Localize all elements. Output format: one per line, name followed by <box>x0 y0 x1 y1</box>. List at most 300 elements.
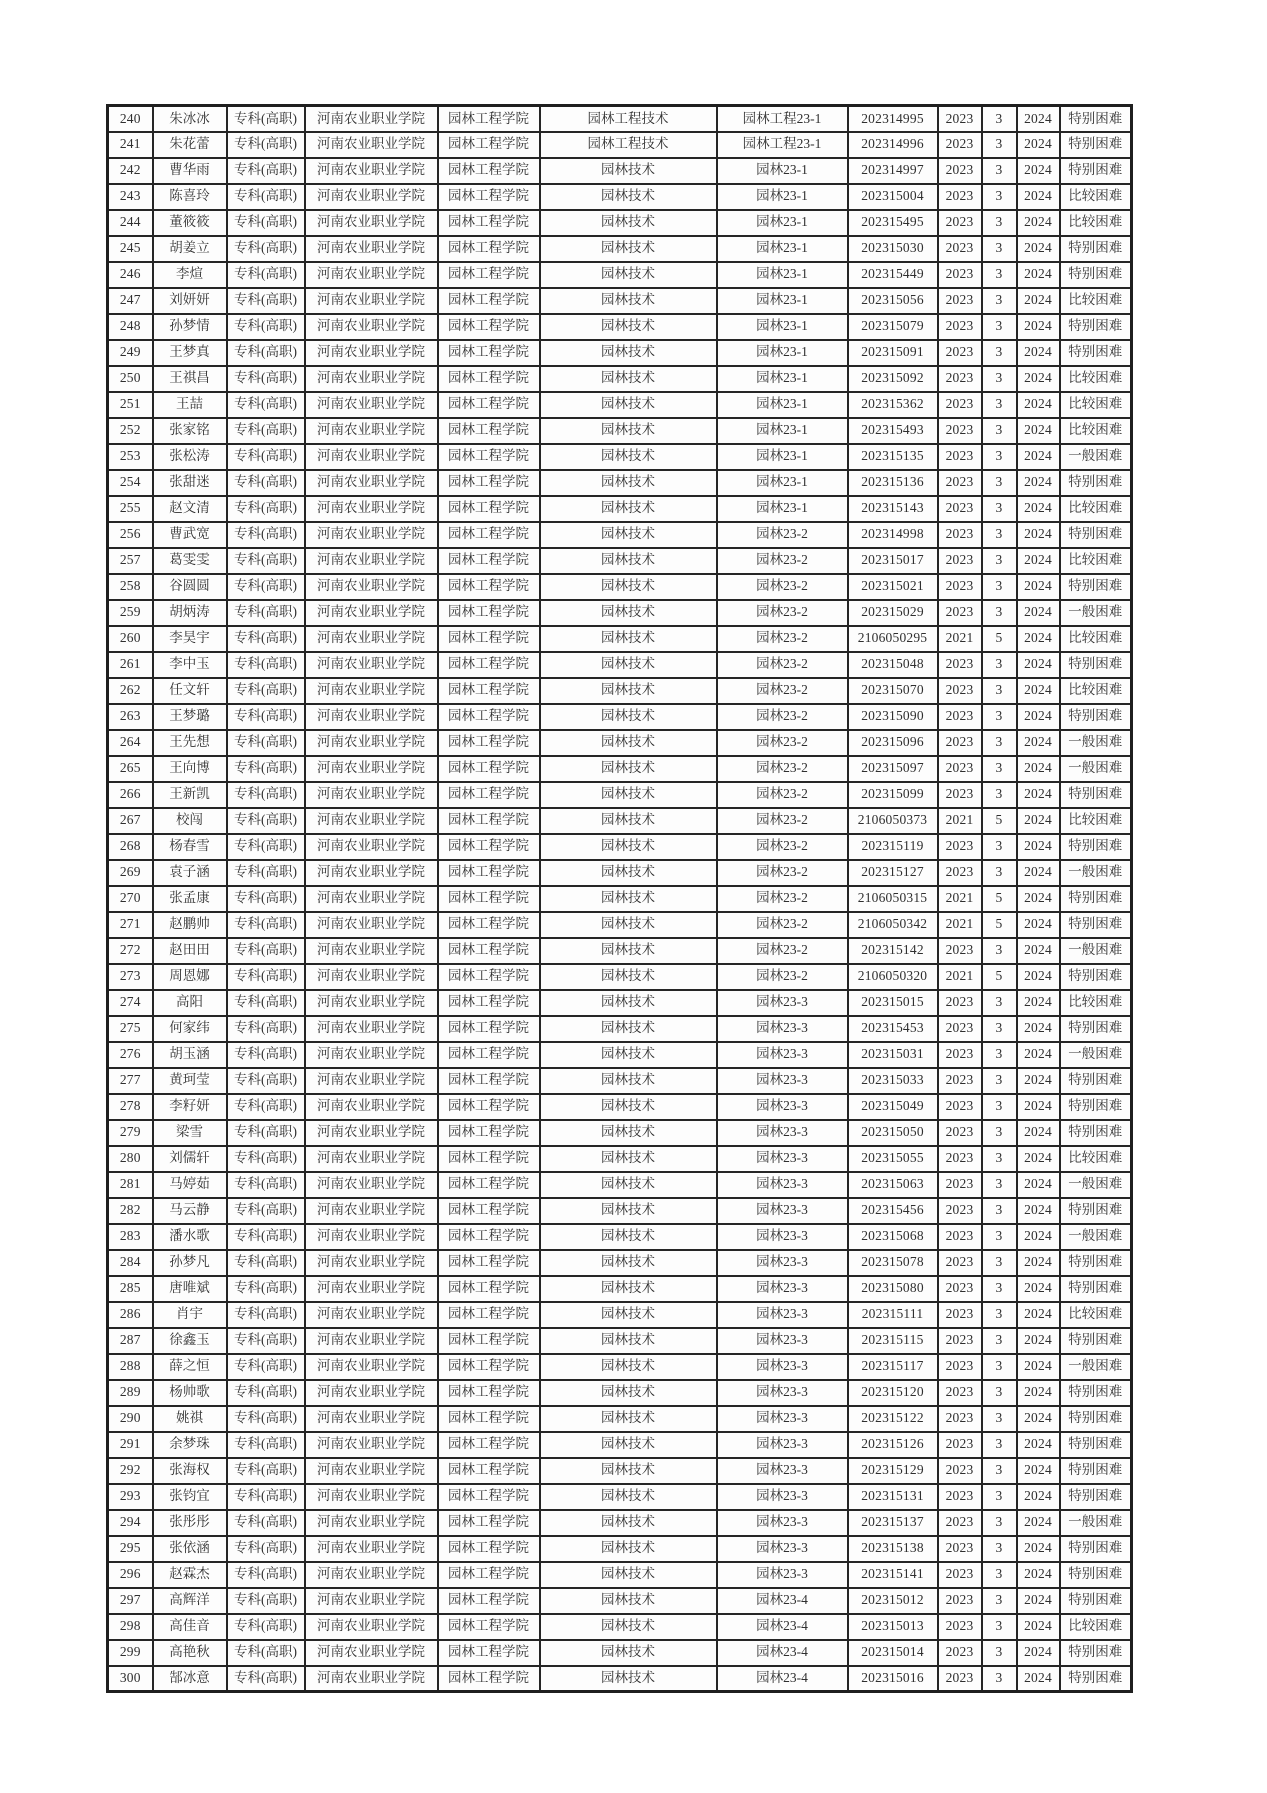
cell-difficulty-level: 比较困难 <box>1060 626 1132 652</box>
table-row <box>108 1666 1132 1692</box>
cell-study-duration: 3 <box>982 444 1017 470</box>
cell-enrollment-year: 2023 <box>938 1250 982 1276</box>
table-row <box>108 678 1132 704</box>
cell-college-name: 园林工程学院 <box>438 886 540 912</box>
cell-student-name: 张钧宜 <box>153 1484 227 1510</box>
cell-study-duration: 3 <box>982 1042 1017 1068</box>
cell-row-number: 265 <box>108 756 153 782</box>
cell-difficulty-level: 特别困难 <box>1060 886 1132 912</box>
cell-school-name: 河南农业职业学院 <box>305 1068 438 1094</box>
cell-study-duration: 3 <box>982 1614 1017 1640</box>
cell-school-name: 河南农业职业学院 <box>305 782 438 808</box>
cell-study-duration: 3 <box>982 1302 1017 1328</box>
cell-student-id: 202315017 <box>848 548 938 574</box>
cell-aid-year: 2024 <box>1017 418 1060 444</box>
cell-student-name: 肖宇 <box>153 1302 227 1328</box>
cell-aid-year: 2024 <box>1017 132 1060 158</box>
cell-college-name: 园林工程学院 <box>438 1198 540 1224</box>
cell-school-name: 河南农业职业学院 <box>305 678 438 704</box>
cell-study-duration: 3 <box>982 704 1017 730</box>
cell-study-duration: 5 <box>982 912 1017 938</box>
table-row <box>108 808 1132 834</box>
cell-college-name: 园林工程学院 <box>438 1302 540 1328</box>
cell-student-name: 黄珂莹 <box>153 1068 227 1094</box>
cell-major-name: 园林技术 <box>540 964 717 990</box>
cell-difficulty-level: 特别困难 <box>1060 132 1132 158</box>
cell-aid-year: 2024 <box>1017 678 1060 704</box>
cell-class-name: 园林23-3 <box>717 1172 848 1198</box>
cell-class-name: 园林23-4 <box>717 1588 848 1614</box>
cell-student-id: 202315030 <box>848 236 938 262</box>
cell-school-name: 河南农业职业学院 <box>305 1042 438 1068</box>
cell-college-name: 园林工程学院 <box>438 1640 540 1666</box>
cell-school-name: 河南农业职业学院 <box>305 1458 438 1484</box>
cell-education-level: 专科(高职) <box>227 1016 305 1042</box>
cell-difficulty-level: 比较困难 <box>1060 496 1132 522</box>
cell-study-duration: 3 <box>982 158 1017 184</box>
cell-education-level: 专科(高职) <box>227 1250 305 1276</box>
cell-school-name: 河南农业职业学院 <box>305 1666 438 1692</box>
cell-student-name: 王喆 <box>153 392 227 418</box>
cell-enrollment-year: 2023 <box>938 522 982 548</box>
cell-major-name: 园林技术 <box>540 210 717 236</box>
cell-enrollment-year: 2023 <box>938 1588 982 1614</box>
cell-college-name: 园林工程学院 <box>438 522 540 548</box>
cell-college-name: 园林工程学院 <box>438 1276 540 1302</box>
table-row <box>108 1432 1132 1458</box>
cell-student-name: 王梦真 <box>153 340 227 366</box>
cell-major-name: 园林技术 <box>540 886 717 912</box>
cell-student-name: 王向博 <box>153 756 227 782</box>
cell-aid-year: 2024 <box>1017 366 1060 392</box>
table-row <box>108 1614 1132 1640</box>
cell-enrollment-year: 2023 <box>938 1432 982 1458</box>
cell-row-number: 246 <box>108 262 153 288</box>
cell-row-number: 262 <box>108 678 153 704</box>
cell-study-duration: 3 <box>982 1510 1017 1536</box>
cell-study-duration: 3 <box>982 834 1017 860</box>
cell-college-name: 园林工程学院 <box>438 964 540 990</box>
cell-enrollment-year: 2023 <box>938 704 982 730</box>
cell-education-level: 专科(高职) <box>227 1328 305 1354</box>
cell-row-number: 242 <box>108 158 153 184</box>
table-row <box>108 1198 1132 1224</box>
cell-student-id: 202315362 <box>848 392 938 418</box>
cell-class-name: 园林23-1 <box>717 418 848 444</box>
cell-enrollment-year: 2023 <box>938 1146 982 1172</box>
cell-school-name: 河南农业职业学院 <box>305 990 438 1016</box>
cell-college-name: 园林工程学院 <box>438 600 540 626</box>
cell-college-name: 园林工程学院 <box>438 210 540 236</box>
table-row <box>108 834 1132 860</box>
cell-row-number: 285 <box>108 1276 153 1302</box>
cell-row-number: 276 <box>108 1042 153 1068</box>
cell-major-name: 园林技术 <box>540 1666 717 1692</box>
cell-difficulty-level: 一般困难 <box>1060 600 1132 626</box>
cell-row-number: 272 <box>108 938 153 964</box>
cell-enrollment-year: 2023 <box>938 1328 982 1354</box>
cell-major-name: 园林技术 <box>540 1640 717 1666</box>
cell-enrollment-year: 2021 <box>938 912 982 938</box>
cell-major-name: 园林技术 <box>540 158 717 184</box>
cell-row-number: 266 <box>108 782 153 808</box>
cell-study-duration: 3 <box>982 782 1017 808</box>
cell-school-name: 河南农业职业学院 <box>305 158 438 184</box>
cell-education-level: 专科(高职) <box>227 1276 305 1302</box>
cell-school-name: 河南农业职业学院 <box>305 184 438 210</box>
cell-aid-year: 2024 <box>1017 1406 1060 1432</box>
cell-class-name: 园林23-4 <box>717 1666 848 1692</box>
cell-student-id: 202314996 <box>848 132 938 158</box>
cell-class-name: 园林23-3 <box>717 1016 848 1042</box>
cell-student-id: 202315111 <box>848 1302 938 1328</box>
cell-education-level: 专科(高职) <box>227 366 305 392</box>
cell-aid-year: 2024 <box>1017 288 1060 314</box>
cell-school-name: 河南农业职业学院 <box>305 262 438 288</box>
cell-major-name: 园林技术 <box>540 470 717 496</box>
cell-student-id: 2106050342 <box>848 912 938 938</box>
cell-college-name: 园林工程学院 <box>438 1406 540 1432</box>
cell-class-name: 园林23-2 <box>717 912 848 938</box>
cell-class-name: 园林23-1 <box>717 158 848 184</box>
cell-difficulty-level: 比较困难 <box>1060 990 1132 1016</box>
cell-school-name: 河南农业职业学院 <box>305 626 438 652</box>
table-row <box>108 1172 1132 1198</box>
cell-college-name: 园林工程学院 <box>438 1146 540 1172</box>
cell-major-name: 园林技术 <box>540 1302 717 1328</box>
cell-school-name: 河南农业职业学院 <box>305 1250 438 1276</box>
cell-aid-year: 2024 <box>1017 808 1060 834</box>
cell-row-number: 250 <box>108 366 153 392</box>
cell-row-number: 295 <box>108 1536 153 1562</box>
cell-study-duration: 3 <box>982 600 1017 626</box>
table-row <box>108 262 1132 288</box>
cell-student-name: 高艳秋 <box>153 1640 227 1666</box>
cell-major-name: 园林技术 <box>540 1458 717 1484</box>
cell-major-name: 园林技术 <box>540 1068 717 1094</box>
cell-study-duration: 3 <box>982 1354 1017 1380</box>
cell-enrollment-year: 2023 <box>938 1640 982 1666</box>
table-row <box>108 938 1132 964</box>
cell-education-level: 专科(高职) <box>227 496 305 522</box>
cell-school-name: 河南农业职业学院 <box>305 288 438 314</box>
cell-study-duration: 3 <box>982 860 1017 886</box>
cell-education-level: 专科(高职) <box>227 1380 305 1406</box>
cell-row-number: 259 <box>108 600 153 626</box>
cell-row-number: 268 <box>108 834 153 860</box>
cell-study-duration: 3 <box>982 574 1017 600</box>
cell-study-duration: 3 <box>982 1458 1017 1484</box>
cell-student-name: 马云静 <box>153 1198 227 1224</box>
cell-school-name: 河南农业职业学院 <box>305 522 438 548</box>
cell-student-name: 马婷茹 <box>153 1172 227 1198</box>
cell-enrollment-year: 2021 <box>938 626 982 652</box>
cell-aid-year: 2024 <box>1017 1172 1060 1198</box>
cell-education-level: 专科(高职) <box>227 1406 305 1432</box>
cell-student-name: 刘妍妍 <box>153 288 227 314</box>
cell-student-name: 薛之恒 <box>153 1354 227 1380</box>
table-row <box>108 1094 1132 1120</box>
cell-study-duration: 3 <box>982 132 1017 158</box>
cell-school-name: 河南农业职业学院 <box>305 1146 438 1172</box>
cell-school-name: 河南农业职业学院 <box>305 236 438 262</box>
cell-class-name: 园林23-1 <box>717 444 848 470</box>
cell-college-name: 园林工程学院 <box>438 1328 540 1354</box>
cell-study-duration: 3 <box>982 340 1017 366</box>
cell-major-name: 园林技术 <box>540 1614 717 1640</box>
cell-enrollment-year: 2023 <box>938 1484 982 1510</box>
table-row <box>108 1380 1132 1406</box>
cell-education-level: 专科(高职) <box>227 418 305 444</box>
cell-college-name: 园林工程学院 <box>438 834 540 860</box>
cell-student-id: 202315063 <box>848 1172 938 1198</box>
cell-difficulty-level: 特别困难 <box>1060 262 1132 288</box>
cell-college-name: 园林工程学院 <box>438 912 540 938</box>
cell-major-name: 园林技术 <box>540 1432 717 1458</box>
cell-enrollment-year: 2023 <box>938 262 982 288</box>
cell-student-name: 曹华雨 <box>153 158 227 184</box>
cell-aid-year: 2024 <box>1017 1666 1060 1692</box>
cell-school-name: 河南农业职业学院 <box>305 1406 438 1432</box>
cell-education-level: 专科(高职) <box>227 236 305 262</box>
cell-student-name: 周恩娜 <box>153 964 227 990</box>
cell-education-level: 专科(高职) <box>227 548 305 574</box>
cell-major-name: 园林工程技术 <box>540 132 717 158</box>
cell-student-name: 徐鑫玉 <box>153 1328 227 1354</box>
cell-class-name: 园林23-2 <box>717 704 848 730</box>
table-row <box>108 1146 1132 1172</box>
cell-education-level: 专科(高职) <box>227 1614 305 1640</box>
cell-student-id: 202315012 <box>848 1588 938 1614</box>
cell-major-name: 园林技术 <box>540 704 717 730</box>
cell-study-duration: 3 <box>982 1094 1017 1120</box>
cell-college-name: 园林工程学院 <box>438 1510 540 1536</box>
cell-school-name: 河南农业职业学院 <box>305 730 438 756</box>
cell-difficulty-level: 特别困难 <box>1060 470 1132 496</box>
cell-enrollment-year: 2023 <box>938 340 982 366</box>
cell-student-name: 杨春雪 <box>153 834 227 860</box>
cell-student-id: 202315056 <box>848 288 938 314</box>
cell-enrollment-year: 2023 <box>938 678 982 704</box>
cell-student-name: 李煊 <box>153 262 227 288</box>
cell-aid-year: 2024 <box>1017 574 1060 600</box>
cell-difficulty-level: 特别困难 <box>1060 1406 1132 1432</box>
cell-row-number: 243 <box>108 184 153 210</box>
cell-class-name: 园林工程23-1 <box>717 106 848 132</box>
cell-student-name: 曹武宽 <box>153 522 227 548</box>
cell-aid-year: 2024 <box>1017 1354 1060 1380</box>
cell-difficulty-level: 特别困难 <box>1060 522 1132 548</box>
table-row <box>108 886 1132 912</box>
cell-class-name: 园林23-3 <box>717 1302 848 1328</box>
cell-aid-year: 2024 <box>1017 1588 1060 1614</box>
cell-difficulty-level: 一般困难 <box>1060 860 1132 886</box>
cell-student-id: 202315096 <box>848 730 938 756</box>
cell-class-name: 园林23-3 <box>717 1562 848 1588</box>
cell-row-number: 284 <box>108 1250 153 1276</box>
cell-enrollment-year: 2023 <box>938 1068 982 1094</box>
cell-student-id: 202315099 <box>848 782 938 808</box>
cell-class-name: 园林23-3 <box>717 1120 848 1146</box>
cell-student-name: 赵文清 <box>153 496 227 522</box>
cell-aid-year: 2024 <box>1017 1094 1060 1120</box>
cell-school-name: 河南农业职业学院 <box>305 1328 438 1354</box>
cell-education-level: 专科(高职) <box>227 106 305 132</box>
table-row <box>108 782 1132 808</box>
cell-school-name: 河南农业职业学院 <box>305 964 438 990</box>
cell-class-name: 园林23-1 <box>717 184 848 210</box>
cell-enrollment-year: 2023 <box>938 574 982 600</box>
cell-row-number: 257 <box>108 548 153 574</box>
cell-college-name: 园林工程学院 <box>438 548 540 574</box>
cell-study-duration: 3 <box>982 1562 1017 1588</box>
cell-school-name: 河南农业职业学院 <box>305 1094 438 1120</box>
cell-college-name: 园林工程学院 <box>438 1380 540 1406</box>
cell-class-name: 园林23-1 <box>717 340 848 366</box>
cell-class-name: 园林23-3 <box>717 1328 848 1354</box>
cell-student-name: 王梦璐 <box>153 704 227 730</box>
cell-student-id: 202315048 <box>848 652 938 678</box>
cell-student-name: 高阳 <box>153 990 227 1016</box>
cell-school-name: 河南农业职业学院 <box>305 1536 438 1562</box>
table-row <box>108 132 1132 158</box>
cell-study-duration: 3 <box>982 522 1017 548</box>
cell-class-name: 园林23-3 <box>717 1380 848 1406</box>
cell-education-level: 专科(高职) <box>227 756 305 782</box>
cell-education-level: 专科(高职) <box>227 262 305 288</box>
cell-row-number: 292 <box>108 1458 153 1484</box>
cell-education-level: 专科(高职) <box>227 574 305 600</box>
cell-education-level: 专科(高职) <box>227 1120 305 1146</box>
cell-student-name: 孙梦情 <box>153 314 227 340</box>
cell-difficulty-level: 比较困难 <box>1060 288 1132 314</box>
cell-study-duration: 3 <box>982 366 1017 392</box>
cell-difficulty-level: 特别困难 <box>1060 106 1132 132</box>
cell-college-name: 园林工程学院 <box>438 496 540 522</box>
cell-aid-year: 2024 <box>1017 1484 1060 1510</box>
table-row <box>108 1536 1132 1562</box>
cell-class-name: 园林23-1 <box>717 470 848 496</box>
cell-education-level: 专科(高职) <box>227 1172 305 1198</box>
table-row <box>108 158 1132 184</box>
cell-row-number: 287 <box>108 1328 153 1354</box>
cell-student-id: 202315004 <box>848 184 938 210</box>
cell-row-number: 240 <box>108 106 153 132</box>
cell-enrollment-year: 2023 <box>938 652 982 678</box>
cell-student-id: 202315453 <box>848 1016 938 1042</box>
cell-education-level: 专科(高职) <box>227 1640 305 1666</box>
cell-student-name: 谷圆圆 <box>153 574 227 600</box>
cell-major-name: 园林技术 <box>540 600 717 626</box>
cell-college-name: 园林工程学院 <box>438 1614 540 1640</box>
cell-aid-year: 2024 <box>1017 548 1060 574</box>
cell-education-level: 专科(高职) <box>227 392 305 418</box>
cell-difficulty-level: 特别困难 <box>1060 1484 1132 1510</box>
cell-difficulty-level: 特别困难 <box>1060 834 1132 860</box>
cell-row-number: 247 <box>108 288 153 314</box>
table-row <box>108 1458 1132 1484</box>
cell-aid-year: 2024 <box>1017 1250 1060 1276</box>
cell-enrollment-year: 2023 <box>938 158 982 184</box>
cell-aid-year: 2024 <box>1017 990 1060 1016</box>
cell-difficulty-level: 比较困难 <box>1060 418 1132 444</box>
cell-student-id: 202315135 <box>848 444 938 470</box>
cell-student-id: 202315137 <box>848 1510 938 1536</box>
cell-major-name: 园林技术 <box>540 1328 717 1354</box>
cell-class-name: 园林23-1 <box>717 366 848 392</box>
table-row <box>108 106 1132 132</box>
cell-row-number: 293 <box>108 1484 153 1510</box>
cell-difficulty-level: 特别困难 <box>1060 1562 1132 1588</box>
table-row <box>108 1276 1132 1302</box>
cell-row-number: 296 <box>108 1562 153 1588</box>
cell-student-id: 202314998 <box>848 522 938 548</box>
cell-study-duration: 3 <box>982 288 1017 314</box>
cell-major-name: 园林技术 <box>540 314 717 340</box>
cell-student-id: 202315495 <box>848 210 938 236</box>
table-row <box>108 1562 1132 1588</box>
cell-student-id: 202315029 <box>848 600 938 626</box>
cell-difficulty-level: 一般困难 <box>1060 1224 1132 1250</box>
cell-education-level: 专科(高职) <box>227 1224 305 1250</box>
table-row <box>108 366 1132 392</box>
cell-student-name: 高辉洋 <box>153 1588 227 1614</box>
cell-student-name: 王祺昌 <box>153 366 227 392</box>
cell-difficulty-level: 比较困难 <box>1060 210 1132 236</box>
cell-class-name: 园林23-3 <box>717 1146 848 1172</box>
cell-class-name: 园林23-2 <box>717 548 848 574</box>
cell-student-id: 202314997 <box>848 158 938 184</box>
cell-education-level: 专科(高职) <box>227 1510 305 1536</box>
cell-study-duration: 3 <box>982 418 1017 444</box>
cell-difficulty-level: 特别困难 <box>1060 1380 1132 1406</box>
cell-enrollment-year: 2023 <box>938 1614 982 1640</box>
cell-row-number: 277 <box>108 1068 153 1094</box>
cell-school-name: 河南农业职业学院 <box>305 1172 438 1198</box>
cell-row-number: 279 <box>108 1120 153 1146</box>
cell-study-duration: 3 <box>982 1198 1017 1224</box>
cell-student-id: 202315143 <box>848 496 938 522</box>
cell-school-name: 河南农业职业学院 <box>305 1120 438 1146</box>
table-row <box>108 1068 1132 1094</box>
cell-study-duration: 3 <box>982 756 1017 782</box>
cell-row-number: 267 <box>108 808 153 834</box>
cell-education-level: 专科(高职) <box>227 1068 305 1094</box>
cell-row-number: 264 <box>108 730 153 756</box>
cell-row-number: 273 <box>108 964 153 990</box>
cell-education-level: 专科(高职) <box>227 652 305 678</box>
cell-study-duration: 5 <box>982 626 1017 652</box>
cell-student-name: 陈喜玲 <box>153 184 227 210</box>
cell-education-level: 专科(高职) <box>227 1562 305 1588</box>
cell-school-name: 河南农业职业学院 <box>305 210 438 236</box>
cell-student-id: 202315050 <box>848 1120 938 1146</box>
cell-major-name: 园林技术 <box>540 1484 717 1510</box>
cell-enrollment-year: 2023 <box>938 1042 982 1068</box>
cell-class-name: 园林23-3 <box>717 1458 848 1484</box>
cell-student-name: 朱花蕾 <box>153 132 227 158</box>
cell-major-name: 园林技术 <box>540 912 717 938</box>
cell-school-name: 河南农业职业学院 <box>305 366 438 392</box>
cell-aid-year: 2024 <box>1017 1198 1060 1224</box>
cell-aid-year: 2024 <box>1017 340 1060 366</box>
cell-enrollment-year: 2023 <box>938 1094 982 1120</box>
cell-major-name: 园林技术 <box>540 288 717 314</box>
cell-major-name: 园林技术 <box>540 730 717 756</box>
cell-row-number: 251 <box>108 392 153 418</box>
cell-major-name: 园林技术 <box>540 1172 717 1198</box>
cell-student-name: 潘水歌 <box>153 1224 227 1250</box>
